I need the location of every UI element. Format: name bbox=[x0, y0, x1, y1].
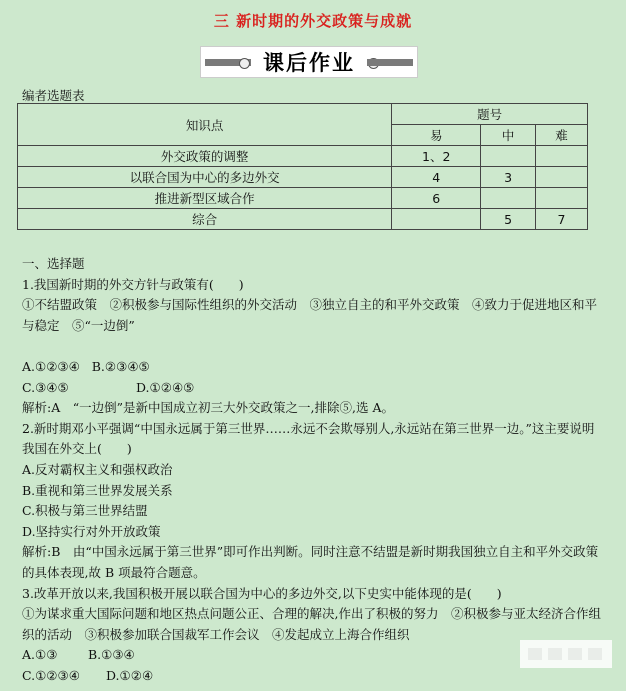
header-question-no: 题号 bbox=[392, 104, 588, 125]
header-hard: 难 bbox=[536, 125, 588, 146]
question-list bbox=[22, 254, 602, 686]
banner-left-dot bbox=[239, 58, 250, 69]
option-a: A.反对霸权主义和强权政治 bbox=[22, 461, 173, 477]
table-caption: 编者选题表 bbox=[22, 88, 85, 103]
mid-cell: 3 bbox=[481, 167, 536, 188]
topic-cell: 外交政策的调整 bbox=[18, 146, 392, 167]
homework-banner bbox=[200, 46, 418, 78]
table-row bbox=[18, 209, 588, 230]
question-stem: 2.新时期邓小平强调“中国永远属于第三世界……永远不会欺辱别人,永远站在第三世界一边。”这主要说明我国在外交上( ) bbox=[22, 420, 595, 457]
option-c: C.①②③④ bbox=[22, 667, 80, 683]
answer-options-row bbox=[22, 645, 602, 666]
easy-cell: 4 bbox=[392, 167, 481, 188]
topic-cell: 综合 bbox=[18, 209, 392, 230]
question-options: ①为谋求重大国际问题和地区热点问题公正、合理的解决,作出了积极的努力 ②积极参与亚太经济合作组织的活动 ③积极参加联合国裁军工作会议 ④发起成立上海合作组织 bbox=[22, 606, 601, 642]
option-d: D.①②④⑤ bbox=[135, 379, 195, 395]
mid-cell bbox=[481, 146, 536, 167]
hard-cell: 7 bbox=[536, 209, 588, 230]
answer-options-row bbox=[22, 666, 602, 687]
topic-cell: 推进新型区域合作 bbox=[18, 188, 392, 209]
watermark-stamp bbox=[520, 640, 612, 668]
answer-options-row bbox=[22, 357, 602, 378]
table-row bbox=[18, 188, 588, 209]
option-c: C.积极与第三世界结盟 bbox=[22, 503, 148, 519]
topic-cell: 以联合国为中心的多边外交 bbox=[18, 167, 392, 188]
easy-cell bbox=[392, 209, 481, 230]
easy-cell: 1、2 bbox=[392, 146, 481, 167]
table-row bbox=[18, 146, 588, 167]
blank-line bbox=[22, 336, 602, 357]
header-easy: 易 bbox=[392, 125, 481, 146]
mid-cell: 5 bbox=[481, 209, 536, 230]
header-medium: 中 bbox=[481, 125, 536, 146]
question-options: ①不结盟政策 ②积极参与国际性组织的外交活动 ③独立自主的和平外交政策 ④致力于促进地区和平与稳定 ⑤“一边倒” bbox=[22, 297, 598, 333]
page-title: 三 新时期的外交政策与成就 bbox=[213, 12, 413, 30]
option-d: D.坚持实行对外开放政策 bbox=[22, 523, 161, 539]
hard-cell bbox=[536, 167, 588, 188]
answer-options-row bbox=[22, 378, 602, 399]
mid-cell bbox=[481, 188, 536, 209]
header-topic: 知识点 bbox=[18, 104, 392, 146]
section-heading: 一、选择题 bbox=[22, 256, 85, 271]
option-a: A.①③ bbox=[22, 647, 58, 663]
option-b: B.①③④ bbox=[87, 647, 135, 663]
question-stem: 1.我国新时期的外交方针与政策有( ) bbox=[22, 276, 244, 292]
option-d: D.①②④ bbox=[105, 667, 154, 683]
table-row bbox=[18, 167, 588, 188]
topic-table bbox=[17, 103, 588, 230]
option-b: B.重视和第三世界发展关系 bbox=[22, 482, 173, 498]
hard-cell bbox=[536, 146, 588, 167]
option-a: A.①②③④ bbox=[22, 358, 80, 374]
banner-text: 课后作业 bbox=[263, 51, 355, 75]
question-stem: 3.改革开放以来,我国积极开展以联合国为中心的多边外交,以下史实中能体现的是( ) bbox=[22, 585, 502, 601]
hard-cell bbox=[536, 188, 588, 209]
easy-cell: 6 bbox=[392, 188, 481, 209]
analysis: 解析:A “一边倒”是新中国成立初三大外交政策之一,排除⑤,选 A。 bbox=[22, 400, 394, 416]
option-b: B.②③④⑤ bbox=[91, 358, 150, 374]
table-row bbox=[18, 104, 588, 125]
option-c: C.③④⑤ bbox=[22, 379, 69, 395]
banner-right-bar bbox=[367, 59, 413, 66]
analysis: 解析:B 由“中国永远属于第三世界”即可作出判断。同时注意不结盟是新时期我国独立自主和平外交政策的具体表现,故 B 项最符合题意。 bbox=[22, 544, 599, 580]
